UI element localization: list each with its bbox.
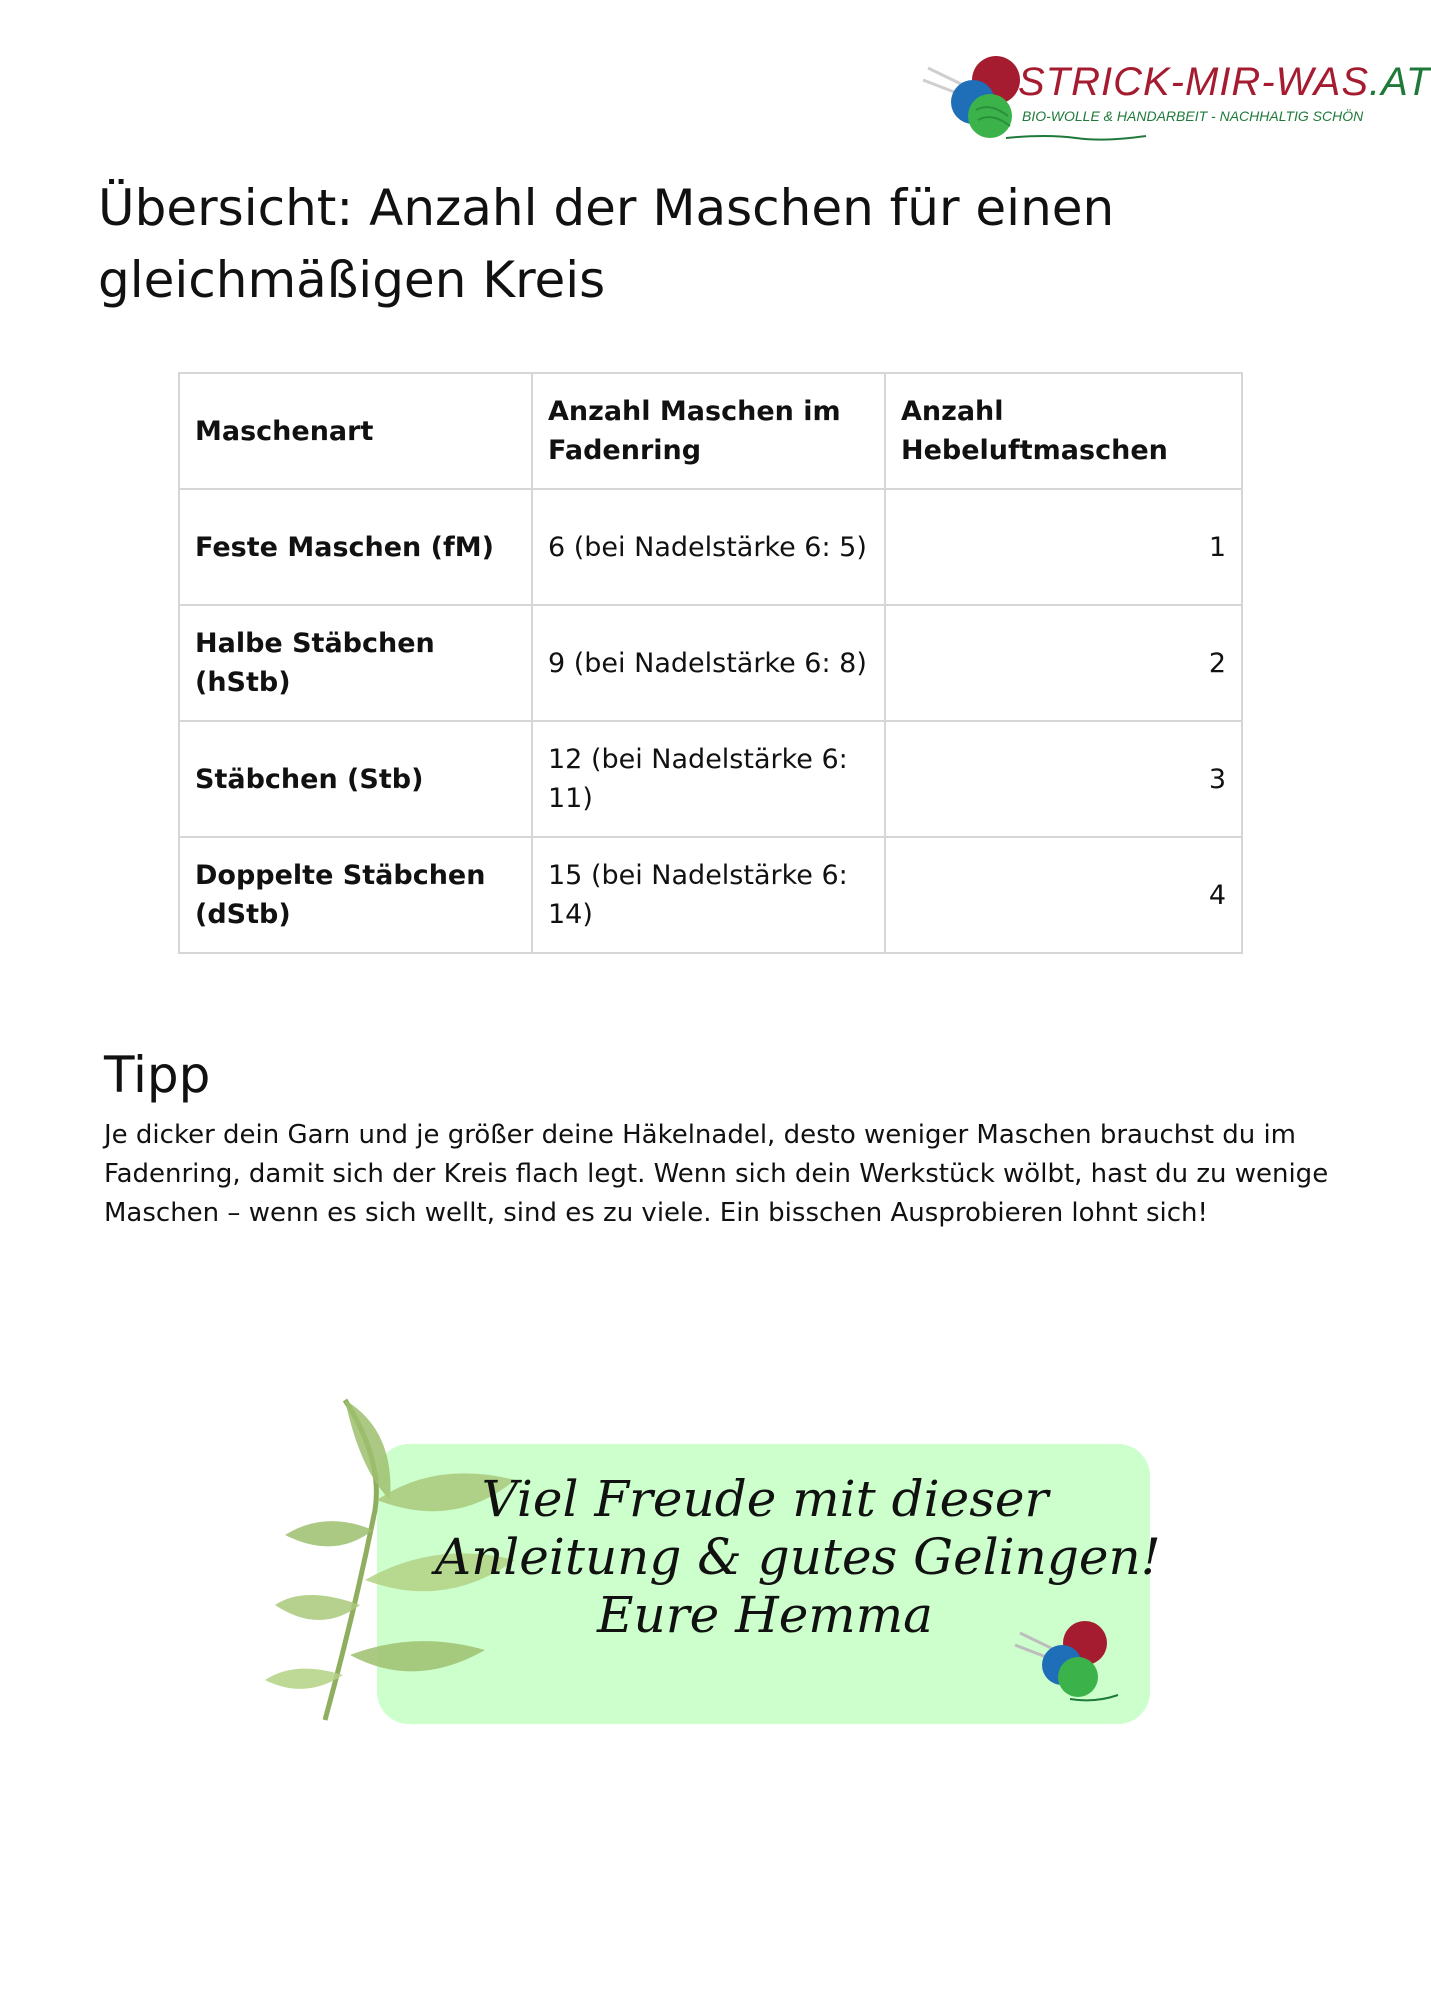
- table-row: [179, 489, 1242, 605]
- table-row: [179, 837, 1242, 953]
- closing-message: [435, 1470, 1161, 1644]
- logo-title: STRICK-MIR-WAS.AT: [1018, 60, 1431, 104]
- header-cell-stitch-type: Maschenart: [179, 373, 532, 489]
- yarn-balls-icon: [1010, 1615, 1120, 1710]
- stitch-type-cell: Halbe Stäbchen (hStb): [179, 605, 532, 721]
- ring-count-cell: 12 (bei Nadelstärke 6: 11): [532, 721, 885, 837]
- table-row: [179, 721, 1242, 837]
- ring-count-cell: 15 (bei Nadelstärke 6: 14): [532, 837, 885, 953]
- table-header-row: [179, 373, 1242, 489]
- page-title: Übersicht: Anzahl der Maschen für einen gleichmäßigen Kreis: [98, 179, 1115, 309]
- table-row: [179, 605, 1242, 721]
- turning-chain-cell: 2: [885, 605, 1242, 721]
- header-cell-turning-chains: Anzahl Hebeluftmaschen: [885, 373, 1242, 489]
- ring-count-cell: 9 (bei Nadelstärke 6: 8): [532, 605, 885, 721]
- header-cell-ring-count: Anzahl Maschen im Fadenring: [532, 373, 885, 489]
- ring-count-cell: 6 (bei Nadelstärke 6: 5): [532, 489, 885, 605]
- turning-chain-cell: 4: [885, 837, 1242, 953]
- stitch-count-table: [178, 372, 1243, 954]
- tip-text: Je dicker dein Garn und je größer deine Häkelnadel, desto weniger Maschen brauchst du im Fadenring, damit sich der Kreis flach legt. Wenn sich dein Werkstück wölbt, hast du zu wenige Maschen – wenn es sich wellt, sind es zu viele. Ein bisschen Ausprobieren lohnt sich!: [104, 1120, 1329, 1228]
- yarn-thread-decoration: [1006, 132, 1146, 142]
- turning-chain-cell: 3: [885, 721, 1242, 837]
- stitch-type-cell: Doppelte Stäbchen (dStb): [179, 837, 532, 953]
- logo-subtitle: BIO-WOLLE & HANDARBEIT - NACHHALTIG SCHÖN: [1022, 108, 1364, 124]
- tip-heading: Tipp: [104, 1046, 211, 1104]
- stitch-type-cell: Feste Maschen (fM): [179, 489, 532, 605]
- closing-line-3: Eure Hemma: [597, 1586, 933, 1644]
- yarn-balls-icon: [918, 50, 1028, 145]
- closing-line-2: Anleitung & gutes Gelingen!: [435, 1528, 1161, 1586]
- stitch-type-cell: Stäbchen (Stb): [179, 721, 532, 837]
- turning-chain-cell: 1: [885, 489, 1242, 605]
- closing-line-1: Viel Freude mit dieser: [481, 1470, 1049, 1528]
- closing-card: [265, 1390, 1165, 1730]
- brand-logo: [918, 50, 1431, 145]
